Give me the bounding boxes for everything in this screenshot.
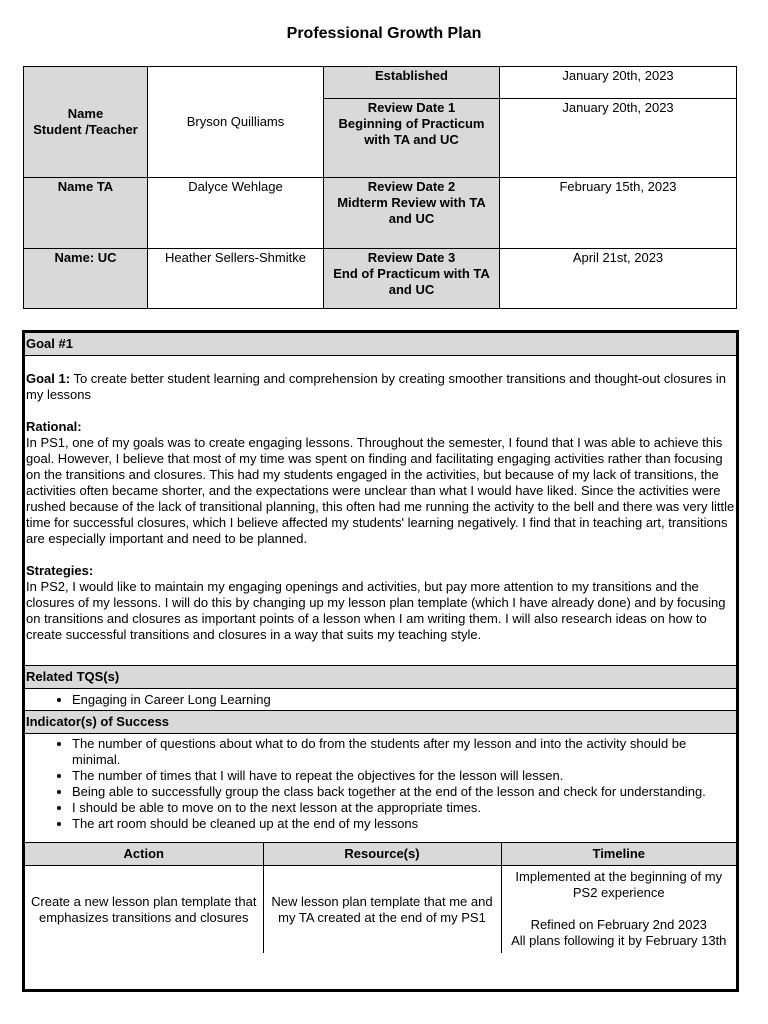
established-date: January 20th, 2023 (500, 67, 737, 99)
established-label: Established (324, 67, 500, 99)
review-date-2-label: Review Date 2 Midterm Review with TA and UC (324, 178, 500, 249)
indicator-item: • I should be able to move on to the next lesson at the appropriate times. (72, 800, 735, 816)
indicator-item: • The number of questions about what to do from the students after my lesson and into the activity should be minimal. (72, 736, 735, 768)
rational-label: Rational: (26, 419, 82, 434)
ta-name-label: Name TA (24, 178, 148, 249)
indicator-item: • The art room should be cleaned up at the end of my lessons (72, 816, 735, 832)
goal-statement: Goal 1: To create better student learning and comprehension by creating smoother transitions and thought-out closures in my lessons (26, 371, 727, 402)
student-name: Bryson Quilliams (148, 67, 324, 178)
goal-section (22, 330, 739, 992)
page-title: Professional Growth Plan (286, 25, 482, 42)
indicators-header: Indicator(s) of Success (25, 711, 736, 734)
review-date-3-label: Review Date 3 End of Practicum with TA and UC (324, 249, 500, 309)
indicator-item: • Being able to successfully group the class back together at the end of the lesson and check for understanding. (72, 784, 735, 800)
related-tqs-list (25, 689, 736, 711)
resources-header: Resource(s) (263, 843, 501, 866)
timeline-header: Timeline (501, 843, 736, 866)
goal-header: Goal #1 (25, 333, 736, 356)
indicator-item: • The number of times that I will have to repeat the objectives for the lesson will lessen. (72, 768, 735, 784)
review-date-1-value: January 20th, 2023 (500, 99, 737, 178)
ta-name: Dalyce Wehlage (148, 178, 324, 249)
related-tqs-header: Related TQS(s) (25, 666, 736, 689)
review-date-3-value: April 21st, 2023 (500, 249, 737, 309)
resource-cell: New lesson plan template that me and my TA created at the end of my PS1 (263, 866, 501, 954)
review-date-2-value: February 15th, 2023 (500, 178, 737, 249)
info-table (23, 66, 737, 309)
uc-name-label: Name: UC (24, 249, 148, 309)
timeline-cell: Implemented at the beginning of my PS2 experience Refined on February 2nd 2023 All plans following it by February 13th (511, 869, 727, 948)
tqs-item: • Engaging in Career Long Learning (72, 692, 735, 708)
name-student-teacher-label: Name Student /Teacher (24, 67, 148, 178)
strategies-label: Strategies: (26, 563, 94, 578)
action-cell: Create a new lesson plan template that emphasizes transitions and closures (25, 866, 263, 954)
action-table (25, 843, 736, 953)
rational-text: In PS1, one of my goals was to create engaging lessons. Throughout the semester, I found that I was able to achieve this goal. However, I believe that most of my time was spent on finding and facilitating engaging activities rather than focusing on the transitions and closures. This had my students engaged in the activities, but because of my lack of transitions, the activities often became shorter, and the expectations were unclear than what I would have liked. Since the activities were rushed because of the lack of transitional planning, this often had me running the activity to the bell and there was very little time for successful closures, which I believe affected my students' learning negatively. I find that in teaching art, transitions are especially important and need to be planned. (26, 435, 735, 546)
indicators-list (25, 734, 736, 843)
uc-name: Heather Sellers-Shmitke (148, 249, 324, 309)
action-header: Action (25, 843, 263, 866)
review-date-1-label: Review Date 1 Beginning of Practicum with TA and UC (324, 99, 500, 178)
strategies-text: In PS2, I would like to maintain my engaging openings and activities, but pay more attention to my transitions and the closures of my lessons. I will do this by changing up my lesson plan template (which I have already done) and by focusing on transitions and closures as important points of a lesson when I am writing them. I will also research ideas on how to create successful transitions and closures in a way that suits my teaching style. (26, 579, 726, 642)
goal-body (25, 356, 736, 666)
